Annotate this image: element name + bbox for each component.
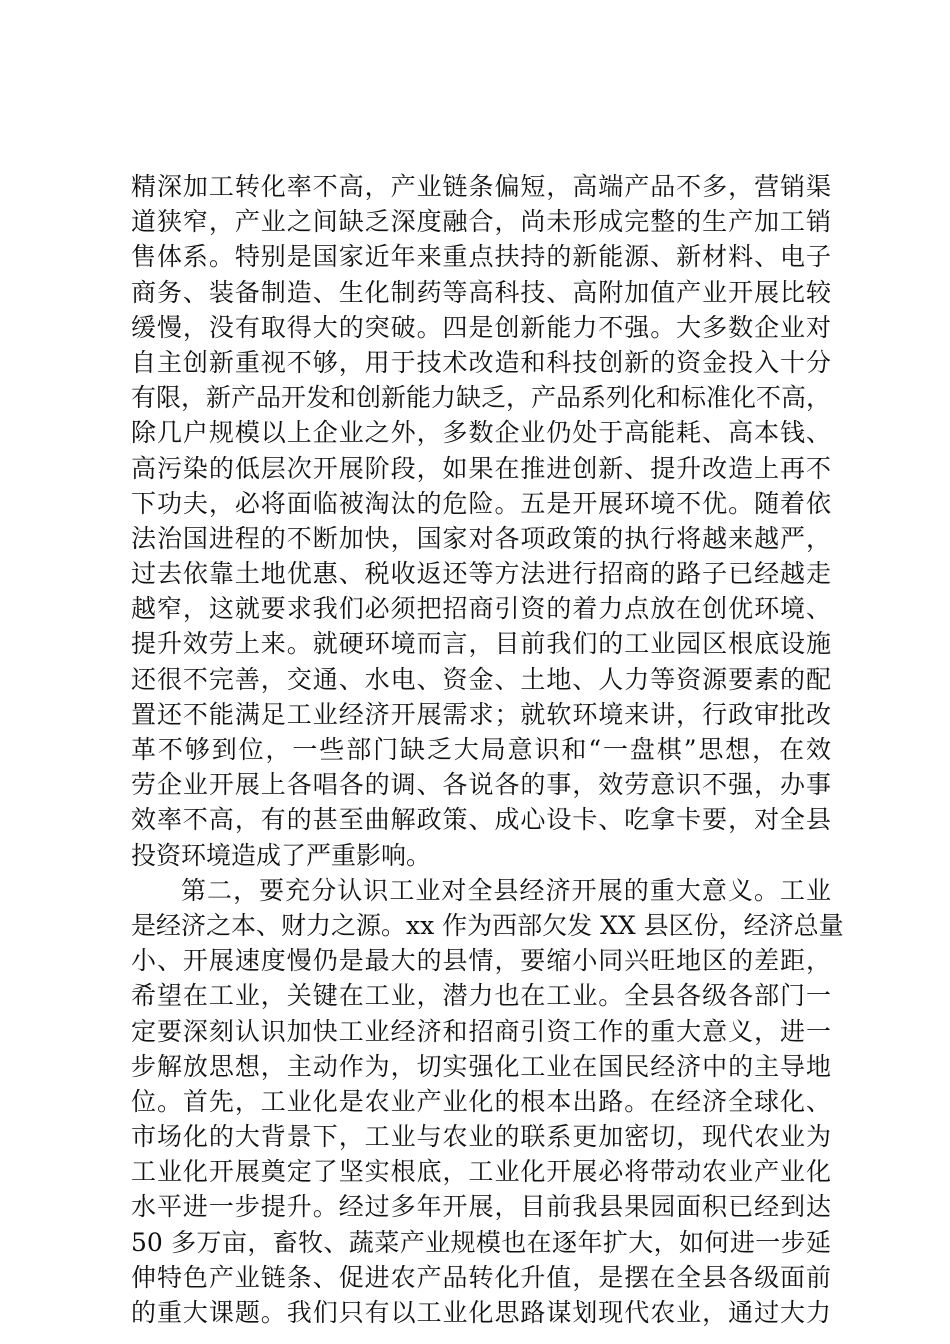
text-line: 道狭窄，产业之间缺乏深度融合，尚未形成完整的生产加工销 <box>131 207 831 237</box>
text-line: 革不够到位，一些部门缺乏大局意识和“一盘棋”思想，在效 <box>131 735 831 764</box>
text-line: 希望在工业，关键在工业，潜力也在工业。全县各级各部门一 <box>131 981 831 1011</box>
text-line: 商务、装备制造、生化制药等高科技、高附加值产业开展比较 <box>131 277 831 307</box>
text-line: 过去依靠土地优惠、税收返还等方法进行招商的路子已经越走 <box>131 559 831 589</box>
text-line: 提升效劳上来。就硬环境而言，目前我们的工业园区根底设施 <box>131 629 831 659</box>
text-line: 位。首先，工业化是农业产业化的根本出路。在经济全球化、 <box>131 1086 831 1116</box>
text-line: 有限，新产品开发和创新能力缺乏，产品系列化和标准化不高， <box>131 383 832 413</box>
text-line: 下功夫，必将面临被淘汰的危险。五是开展环境不优。随着依 <box>131 488 831 518</box>
text-line: 水平进一步提升。经过多年开展，目前我县果园面积已经到达 <box>131 1192 831 1222</box>
text-line: 市场化的大背景下，工业与农业的联系更加密切，现代农业为 <box>131 1122 831 1152</box>
text-line: 精深加工转化率不高，产业链条偏短，高端产品不多，营销渠 <box>131 172 831 201</box>
body-text <box>131 169 844 1330</box>
text-line: 小、开展速度慢仍是最大的县情，要缩小同兴旺地区的差距， <box>131 946 831 976</box>
text-line: 工业化开展奠定了坚实根底，工业化开展必将带动农业产业化 <box>131 1157 831 1187</box>
text-line: 的重大课题。我们只有以工业化思路谋划现代农业，通过大力 <box>131 1298 831 1327</box>
text-line: 法治国进程的不断加快，国家对各项政策的执行将越来越严， <box>131 523 831 553</box>
text-line: 50 多万亩，畜牧、蔬菜产业规模也在逐年扩大，如何进一步延 <box>131 1227 831 1257</box>
text-line: 定要深刻认识加快工业经济和招商引资工作的重大意义，进一 <box>131 1016 831 1046</box>
text-line: 效率不高，有的甚至曲解政策、成心设卡、吃拿卡要，对全县 <box>131 805 831 835</box>
text-line: 步解放思想，主动作为，切实强化工业在国民经济中的主导地 <box>131 1051 831 1081</box>
text-line: 劳企业开展上各唱各的调、各说各的事，效劳意识不强，办事 <box>131 770 831 800</box>
text-line: 越窄，这就要求我们必须把招商引资的着力点放在创优环境、 <box>131 594 831 624</box>
text-line: 还很不完善，交通、水电、资金、土地、人力等资源要素的配 <box>131 664 831 694</box>
text-line: 缓慢，没有取得大的突破。四是创新能力不强。大多数企业对 <box>131 312 831 342</box>
text-line: 是经济之本、财力之源。xx 作为西部欠发 XX 县区份，经济总量 <box>131 910 844 940</box>
text-line: 除几户规模以上企业之外，多数企业仍处于高能耗、高本钱、 <box>131 418 831 448</box>
text-line: 投资环境造成了严重影响。 <box>131 840 432 870</box>
text-line: 售体系。特别是国家近年来重点扶持的新能源、新材料、电子 <box>131 242 831 272</box>
text-line: 伸特色产业链条、促进农产品转化升值，是摆在全县各级面前 <box>131 1262 831 1292</box>
text-line: 置还不能满足工业经济开展需求；就软环境来讲，行政审批改 <box>131 699 831 729</box>
text-line: 高污染的低层次开展阶段，如果在推进创新、提升改造上再不 <box>131 453 831 483</box>
text-line: 自主创新重视不够，用于技术改造和科技创新的资金投入十分 <box>131 347 831 377</box>
paragraph-start-line: 第二，要充分认识工业对全县经济开展的重大意义。工业 <box>181 875 831 905</box>
